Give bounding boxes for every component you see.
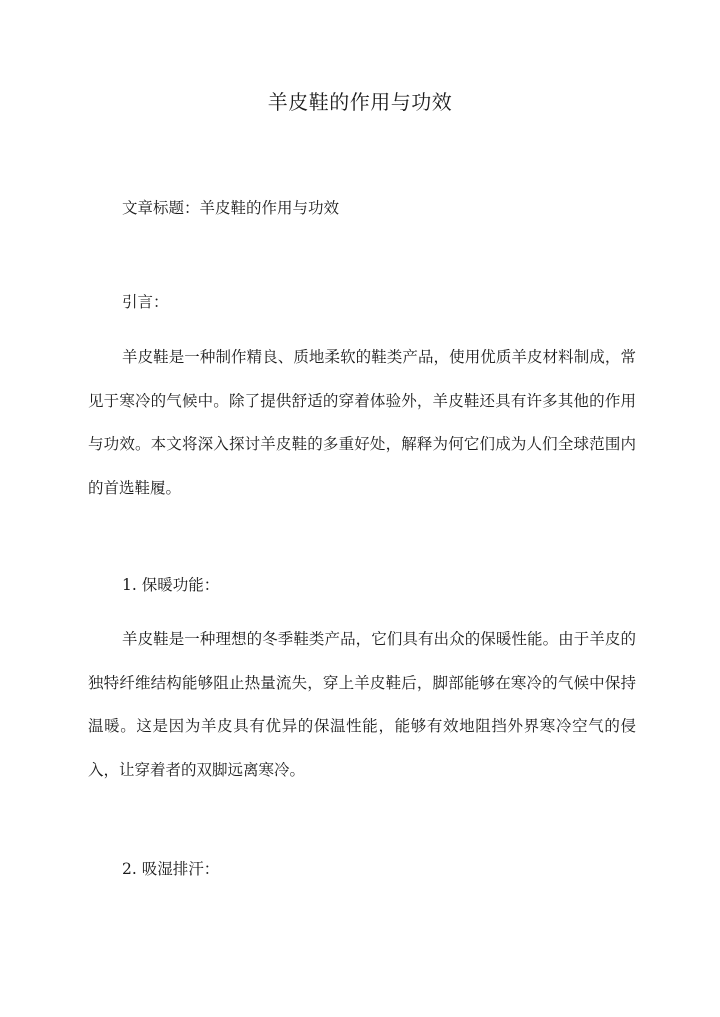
intro-paragraph: 羊皮鞋是一种制作精良、质地柔软的鞋类产品，使用优质羊皮材料制成，常见于寒冷的气候中。除了提供舒适的穿着体验外，羊皮鞋还具有许多其他的作用与功效。本文将深入探讨羊皮鞋的多重好处，解释为何它们成为人们全球范围内的首选鞋履。 [88, 348, 636, 497]
section-paragraph-warmth: 羊皮鞋是一种理想的冬季鞋类产品，它们具有出众的保暖性能。由于羊皮的独特纤维结构能够阻止热量流失，穿上羊皮鞋后，脚部能够在寒冷的气候中保持温暖。这是因为羊皮具有优异的保温性能，能够有效地阻挡外界寒冷空气的侵入，让穿着者的双脚远离寒冷。 [88, 630, 636, 779]
section-heading-moisture: 2. 吸湿排汗： [122, 860, 220, 878]
document-title: 羊皮鞋的作用与功效 [267, 90, 453, 114]
section-heading-warmth: 1. 保暖功能： [122, 576, 220, 594]
article-title-line: 文章标题：羊皮鞋的作用与功效 [122, 199, 340, 217]
intro-heading: 引言： [122, 293, 169, 311]
